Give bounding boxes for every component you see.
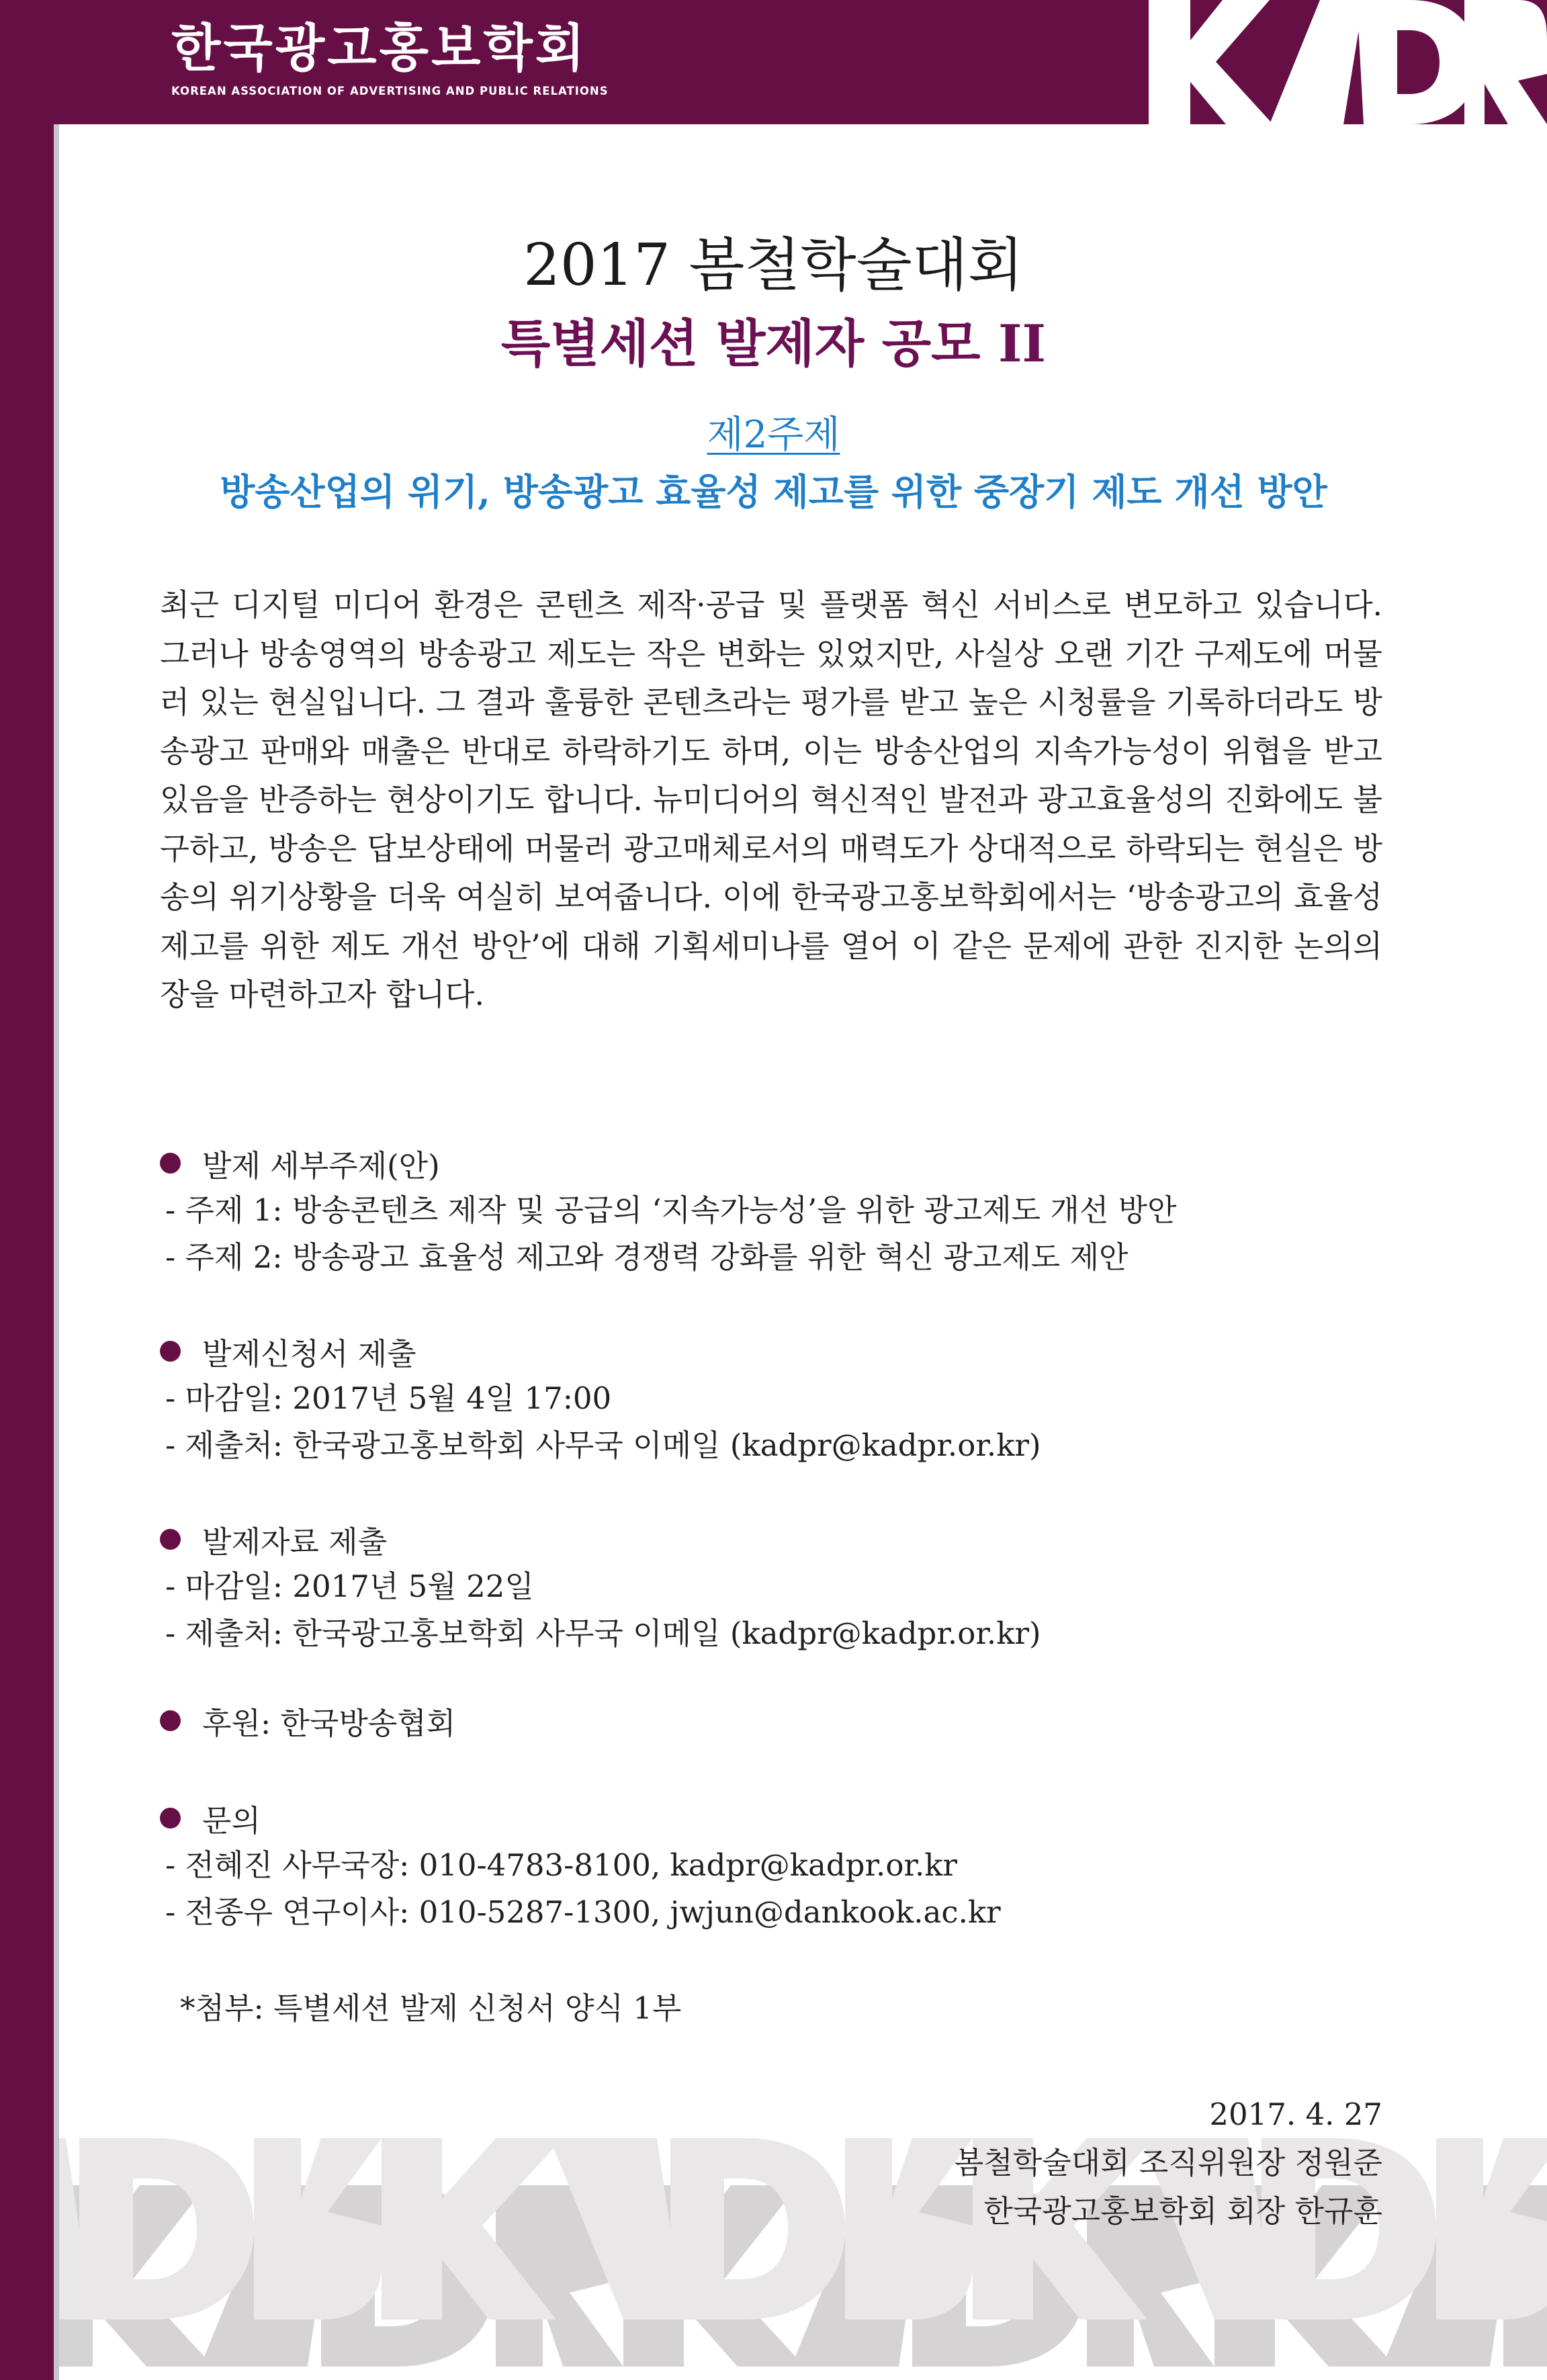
theme-title: 방송산업의 위기, 방송광고 효율성 제고를 위한 중장기 제도 개선 방안: [220, 470, 1327, 513]
event-title: 2017 봄철학술대회: [523, 232, 1024, 299]
attachment-note: *첨부: 특별세션 발제 신청서 양식 1부: [180, 1990, 682, 2026]
signature-block: [955, 2090, 1382, 2236]
bullet-icon: [160, 1808, 181, 1828]
list-item: - 제출처: 한국광고홍보학회 사무국 이메일 (kadpr@kadpr.or.kr): [165, 1616, 1041, 1651]
section-sponsor: [160, 1696, 1382, 1745]
section-heading: 발제자료 제출: [202, 1524, 388, 1560]
section-materials: [160, 1515, 1382, 1657]
section-contact: [160, 1794, 1382, 1936]
list-item: - 전혜진 사무국장: 010-4783-8100, kadpr@kadpr.or.kr: [165, 1847, 958, 1883]
signatory-chair: 봄철학술대회 조직위원장 정원준: [954, 2145, 1382, 2180]
bullet-icon: [160, 1710, 181, 1731]
issue-date: 2017. 4. 27: [1209, 2097, 1382, 2132]
section-heading: 발제신청서 제출: [202, 1335, 416, 1372]
bullet-icon: [160, 1341, 181, 1362]
bullet-icon: [160, 1153, 181, 1174]
section-heading: 발제 세부주제(안): [202, 1147, 440, 1184]
theme-label-text: 제2주제: [707, 413, 840, 457]
list-item: - 마감일: 2017년 5월 4일 17:00: [165, 1380, 612, 1416]
event-subtitle: 특별세션 발제자 공모 II: [500, 314, 1047, 373]
list-item: - 주제 1: 방송콘텐츠 제작 및 공급의 ‘지속가능성’을 위한 광고제도 개선 방안: [165, 1192, 1177, 1228]
list-item: - 제출처: 한국광고홍보학회 사무국 이메일 (kadpr@kadpr.or.kr): [165, 1427, 1041, 1463]
intro-paragraph: 최근 디지털 미디어 환경은 콘텐츠 제작·공급 및 플랫폼 혁신 서비스로 변모하고 있습니다. 그러나 방송영역의 방송광고 제도는 작은 변화는 있었지만, 사실상 오랜 기간 구제도에 머물러 있는 현실입니다. 그 결과 훌륭한 콘텐츠라는 평가를 받고 높은 시청률을 기록하더라도 방송광고 판매와 매출은 반대로 하락하기도 하며, 이는 방송산업의 지속가능성이 위협을 받고 있음을 반증하는 현상이기도 합니다. 뉴미디어의 혁신적인 발전과 광고효율성의 진화에도 불구하고, 방송은 답보상태에 머물러 광고매체로서의 매력도가 상대적으로 하락되는 현실은 방송의 위기상황을 더욱 여실히 보여줍니다. 이에 한국광고홍보학회에서는 ‘방송광고의 효율성 제고를 위한 제도 개선 방안’에 대해 기획세미나를 열어 이 같은 문제에 관한 진지한 논의의 장을 마련하고자 합니다.: [160, 587, 1382, 1012]
list-item: - 전종우 연구이사: 010-5287-1300, jwjun@dankook.ac.kr: [165, 1894, 1001, 1930]
org-name-english: KOREAN ASSOCIATION OF ADVERTISING AND PUBLIC RELATIONS: [171, 85, 609, 97]
section-application: [160, 1327, 1382, 1469]
signatory-president: 한국광고홍보학회 회장 한규훈: [983, 2193, 1382, 2229]
org-name-korean: 한국광고홍보학회: [171, 18, 588, 78]
section-heading: 문의: [202, 1802, 261, 1839]
section-subtopics: [160, 1139, 1382, 1281]
list-item: - 주제 2: 방송광고 효율성 제고와 경쟁력 강화를 위한 혁신 광고제도 제안: [165, 1239, 1129, 1275]
section-heading: 후원: 한국방송협회: [202, 1705, 456, 1741]
bullet-icon: [160, 1529, 181, 1550]
theme-label: [0, 411, 1547, 459]
organization-brand: [171, 15, 609, 97]
kadpr-logo: [1142, 0, 1547, 124]
list-item: - 마감일: 2017년 5월 22일: [165, 1569, 534, 1604]
